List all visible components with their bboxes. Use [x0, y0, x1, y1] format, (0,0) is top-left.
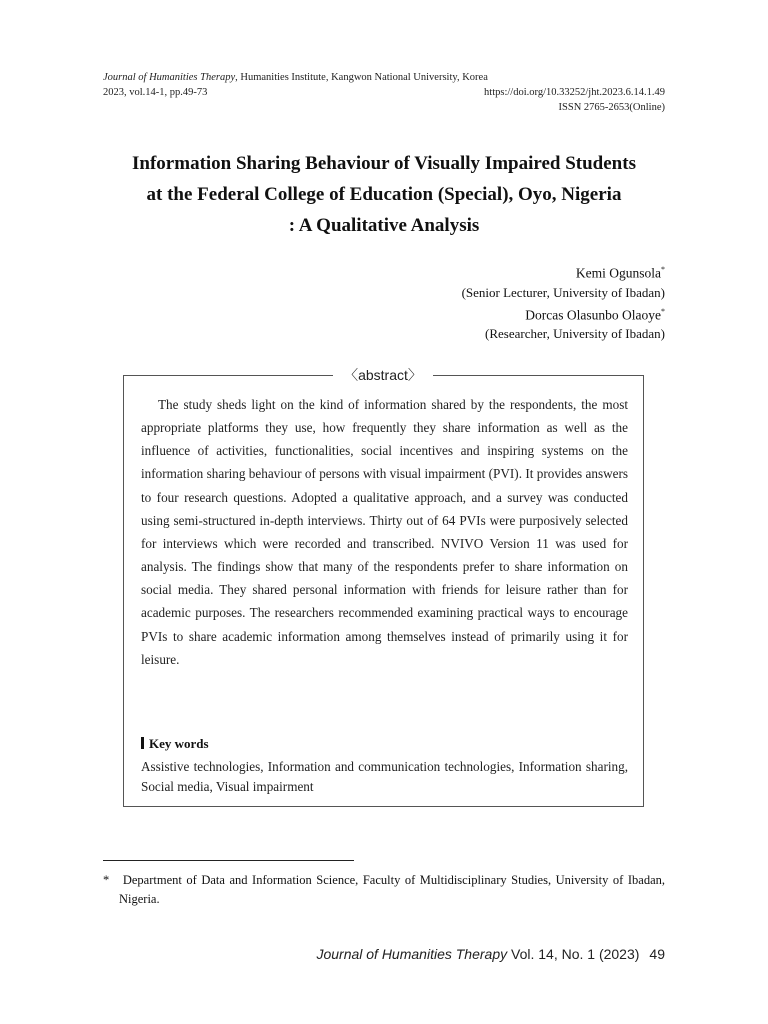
volume-pages: 2023, vol.14-1, pp.49-73	[103, 87, 208, 98]
title-line-3: : A Qualitative Analysis	[288, 215, 480, 236]
footnote	[103, 871, 665, 909]
abstract-text: The study sheds light on the kind of information shared by the respondents, the most appropriate platforms they use, how frequently they share information as well as the influence of activities, functionalities, social incentives and inspiring systems on the information sharing behaviour of persons with visual impairment (PVI). It provides answers to four research questions. Adopted a qualitative approach, and a survey was conducted using semi-structured in-depth interviews. Thirty out of 64 PVIs were purposively selected for interviews which were recorded and transcribed. NVIVO Version 11 was used for analysis. The findings show that many of the respondents prefer to share information on social media. They shared personal information with friends for leisure rather than for academic purposes. The researchers recommended examining practical ways to encourage PVIs to share academic information among themselves instead of primarily using it for leisure.	[141, 397, 628, 667]
journal-publisher: , Humanities Institute, Kangwon National University, Korea	[235, 72, 488, 83]
author-2-footnote-mark: *	[661, 306, 665, 316]
author-1-name: Kemi Ogunsola	[575, 265, 661, 281]
page-footer	[316, 946, 665, 962]
author-name-2	[462, 302, 665, 325]
author-2-affiliation: (Researcher, University of Ibadan)	[485, 326, 665, 341]
footnote-text: Department of Data and Information Science, Faculty of Multidisciplinary Studies, University of Ibadan, Nigeria.	[119, 873, 665, 906]
author-1-footnote-mark: *	[661, 265, 665, 274]
footer-issue: Vol. 14, No. 1 (2023)	[507, 946, 640, 962]
page-number: 49	[649, 946, 665, 962]
journal-header	[103, 70, 665, 115]
journal-name: Journal of Humanities Therapy	[103, 72, 236, 83]
footer-journal-name: Journal of Humanities Therapy	[316, 946, 508, 962]
footnote-mark: *	[103, 873, 110, 887]
footnote-rule	[103, 860, 354, 861]
author-2-name: Dorcas Olasunbo Olaoye	[525, 307, 661, 322]
author-block	[462, 260, 665, 343]
issn: ISSN 2765-2653(Online)	[558, 102, 665, 113]
journal-citation-line	[103, 70, 665, 85]
keywords-heading	[141, 735, 209, 753]
doi-link[interactable]: https://doi.org/10.33252/jht.2023.6.14.1.49	[484, 87, 665, 98]
abstract-label: 〈abstract〉	[333, 365, 433, 385]
volume-doi-row	[103, 85, 665, 100]
keywords-list: Assistive technologies, Information and communication technologies, Information sharing, Social media, Visual impairment	[141, 759, 628, 794]
keywords-bar-marker	[141, 737, 144, 749]
title-line-1: Information Sharing Behaviour of Visually Impaired Students	[132, 153, 636, 174]
keywords-heading-text: Key words	[149, 736, 209, 751]
author-name-1	[462, 260, 665, 283]
author-1-affiliation: (Senior Lecturer, University of Ibadan)	[461, 284, 665, 300]
title-line-2: at the Federal College of Education (Special), Oyo, Nigeria	[146, 184, 622, 205]
paper-title	[60, 148, 708, 241]
